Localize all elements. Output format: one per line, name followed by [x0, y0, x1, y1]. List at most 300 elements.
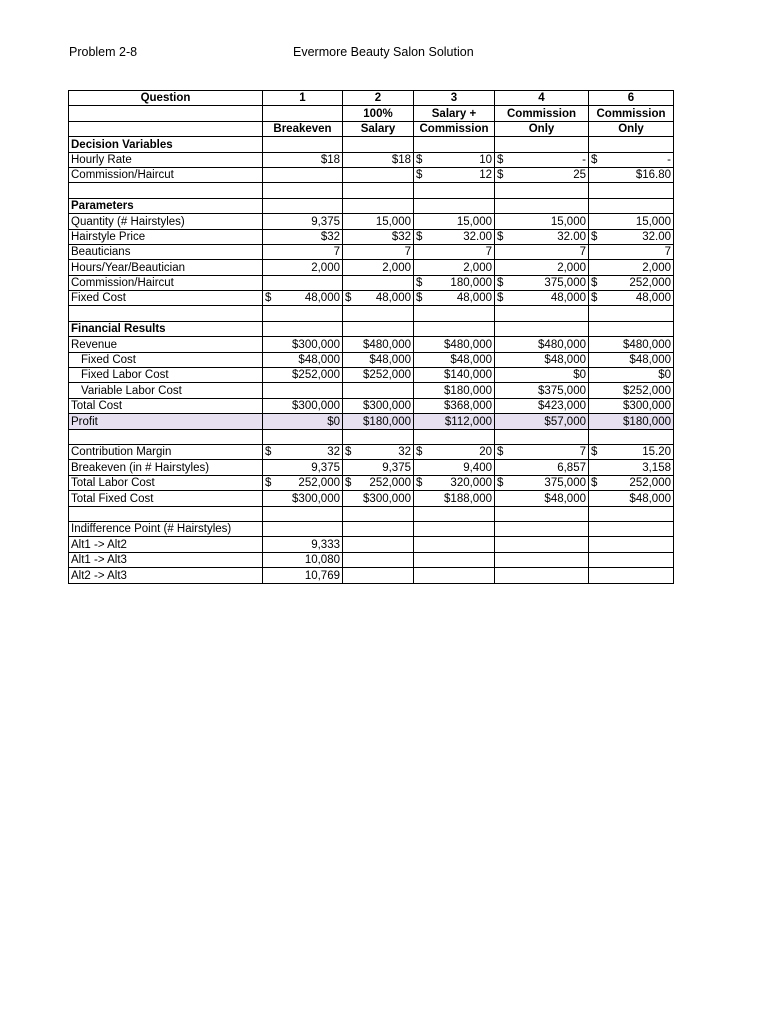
cell-value: $16.80: [635, 169, 671, 182]
cell-value: $140,000: [444, 369, 492, 382]
table-row: [69, 383, 674, 398]
value-cell: [263, 414, 343, 429]
cell-value: $0: [658, 369, 671, 382]
row-label: Total Cost: [69, 398, 263, 413]
section-heading: Decision Variables: [69, 137, 263, 152]
value-cell: [589, 152, 674, 167]
value-cell: [343, 275, 414, 290]
empty-cell: [495, 198, 589, 213]
value-cell: [495, 568, 589, 583]
table-row: [69, 352, 674, 367]
value-cell: [343, 260, 414, 275]
table-row: [69, 152, 674, 167]
column-title-line2: [263, 106, 343, 121]
cell-value: 320,000: [450, 477, 492, 490]
empty-cell: [589, 506, 674, 521]
cell-value: $48,000: [544, 492, 586, 505]
row-label: Hairstyle Price: [69, 229, 263, 244]
value-cell: [495, 368, 589, 383]
column-title-line3: Breakeven: [263, 121, 343, 136]
cell-value: 15,000: [375, 215, 411, 228]
row-label: Revenue: [69, 337, 263, 352]
value-cell: [589, 460, 674, 475]
section-row: [69, 198, 674, 213]
cell-value: 7: [485, 246, 492, 259]
table-row: [69, 260, 674, 275]
currency-symbol: $: [416, 277, 423, 290]
value-cell: [495, 521, 589, 536]
empty-cell: [589, 306, 674, 321]
value-cell: [495, 337, 589, 352]
value-cell: [263, 460, 343, 475]
cell-value: 2,000: [311, 261, 340, 274]
value-cell: [343, 244, 414, 259]
value-cell: [343, 568, 414, 583]
value-cell: [414, 552, 495, 567]
cell-value: 32.00: [463, 230, 492, 243]
value-cell: [263, 229, 343, 244]
row-label: Total Labor Cost: [69, 475, 263, 490]
solution-table: [68, 90, 674, 584]
value-cell: [343, 152, 414, 167]
currency-symbol: $: [265, 477, 272, 490]
cell-value: 48,000: [635, 292, 671, 305]
cell-value: $300,000: [363, 400, 411, 413]
value-cell: [343, 352, 414, 367]
cell-value: 7: [579, 446, 586, 459]
currency-symbol: $: [345, 446, 352, 459]
cell-value: $180,000: [623, 415, 671, 428]
cell-value: -: [582, 153, 586, 166]
value-cell: [343, 521, 414, 536]
value-cell: [589, 337, 674, 352]
empty-cell: [414, 137, 495, 152]
currency-symbol: $: [416, 230, 423, 243]
value-cell: [263, 244, 343, 259]
row-label: Fixed Labor Cost: [69, 368, 263, 383]
row-label: Profit: [69, 414, 263, 429]
cell-value: 48,000: [456, 292, 492, 305]
value-cell: [495, 167, 589, 182]
empty-cell: [69, 183, 263, 198]
currency-symbol: $: [497, 230, 504, 243]
cell-value: 2,000: [557, 261, 586, 274]
cell-value: 25: [573, 169, 586, 182]
currency-symbol: $: [497, 169, 504, 182]
cell-value: 10: [479, 153, 492, 166]
currency-symbol: $: [591, 153, 598, 166]
cell-value: $48,000: [450, 354, 492, 367]
value-cell: [495, 275, 589, 290]
empty-cell: [263, 183, 343, 198]
empty-cell: [495, 137, 589, 152]
empty-cell: [263, 429, 343, 444]
cell-value: 375,000: [544, 477, 586, 490]
table-row: [69, 167, 674, 182]
spacer-row: [69, 183, 674, 198]
value-cell: [414, 414, 495, 429]
row-label: Commission/Haircut: [69, 167, 263, 182]
currency-symbol: $: [497, 292, 504, 305]
value-cell: [263, 337, 343, 352]
value-cell: [589, 475, 674, 490]
empty-cell: [69, 106, 263, 121]
row-label: Total Fixed Cost: [69, 491, 263, 506]
value-cell: [263, 152, 343, 167]
value-cell: [495, 491, 589, 506]
column-number-header: 6: [589, 91, 674, 106]
value-cell: [589, 260, 674, 275]
row-label: Alt1 -> Alt2: [69, 537, 263, 552]
value-cell: [414, 521, 495, 536]
value-cell: [495, 214, 589, 229]
cell-value: 6,857: [557, 461, 586, 474]
column-title-line2: Commission: [495, 106, 589, 121]
value-cell: [495, 291, 589, 306]
value-cell: [263, 167, 343, 182]
empty-cell: [343, 506, 414, 521]
cell-value: 32: [398, 446, 411, 459]
value-cell: [589, 521, 674, 536]
empty-cell: [343, 137, 414, 152]
value-cell: [343, 229, 414, 244]
empty-cell: [343, 321, 414, 336]
row-label: Hours/Year/Beautician: [69, 260, 263, 275]
row-label: Quantity (# Hairstyles): [69, 214, 263, 229]
value-cell: [589, 537, 674, 552]
table-row: [69, 368, 674, 383]
cell-value: 7: [579, 246, 586, 259]
cell-value: 2,000: [382, 261, 411, 274]
cell-value: $480,000: [363, 338, 411, 351]
value-cell: [343, 414, 414, 429]
cell-value: $375,000: [538, 384, 586, 397]
row-label: Contribution Margin: [69, 444, 263, 459]
empty-cell: [343, 429, 414, 444]
value-cell: [263, 275, 343, 290]
cell-value: 12: [479, 169, 492, 182]
table-row: [69, 398, 674, 413]
header-row-line3: [69, 121, 674, 136]
empty-cell: [495, 306, 589, 321]
cell-value: $32: [391, 230, 411, 243]
value-cell: [343, 291, 414, 306]
row-label: Commission/Haircut: [69, 275, 263, 290]
value-cell: [414, 398, 495, 413]
empty-cell: [263, 506, 343, 521]
cell-value: $32: [320, 230, 340, 243]
currency-symbol: $: [591, 477, 598, 490]
value-cell: [589, 398, 674, 413]
table-row: [69, 291, 674, 306]
currency-symbol: $: [591, 446, 598, 459]
value-cell: [263, 383, 343, 398]
value-cell: [589, 552, 674, 567]
cell-value: 32: [327, 446, 340, 459]
value-cell: [589, 352, 674, 367]
value-cell: [263, 352, 343, 367]
empty-cell: [414, 321, 495, 336]
cell-value: $48,000: [369, 354, 411, 367]
cell-value: 15,000: [456, 215, 492, 228]
spacer-row: [69, 506, 674, 521]
value-cell: [263, 368, 343, 383]
value-cell: [343, 491, 414, 506]
column-title-line2: Commission: [589, 106, 674, 121]
row-label: Breakeven (in # Hairstyles): [69, 460, 263, 475]
value-cell: [414, 460, 495, 475]
cell-value: 2,000: [642, 261, 671, 274]
column-number-header: 1: [263, 91, 343, 106]
cell-value: 9,375: [311, 215, 340, 228]
table-row: [69, 537, 674, 552]
spacer-row: [69, 306, 674, 321]
value-cell: [414, 537, 495, 552]
value-cell: [495, 398, 589, 413]
empty-cell: [414, 198, 495, 213]
cell-value: $368,000: [444, 400, 492, 413]
cell-value: $18: [391, 153, 411, 166]
cell-value: 32.00: [557, 230, 586, 243]
value-cell: [589, 491, 674, 506]
spacer-row: [69, 429, 674, 444]
empty-cell: [495, 506, 589, 521]
empty-cell: [414, 183, 495, 198]
row-label: Hourly Rate: [69, 152, 263, 167]
value-cell: [343, 398, 414, 413]
value-cell: [414, 291, 495, 306]
value-cell: [343, 460, 414, 475]
cell-value: $423,000: [538, 400, 586, 413]
empty-cell: [414, 306, 495, 321]
row-label: Alt2 -> Alt3: [69, 568, 263, 583]
cell-value: 9,333: [311, 538, 340, 551]
cell-value: $480,000: [538, 338, 586, 351]
value-cell: [343, 475, 414, 490]
value-cell: [414, 275, 495, 290]
cell-value: $300,000: [623, 400, 671, 413]
value-cell: [263, 291, 343, 306]
empty-cell: [263, 321, 343, 336]
cell-value: -: [667, 153, 671, 166]
value-cell: [589, 229, 674, 244]
empty-cell: [589, 198, 674, 213]
value-cell: [495, 460, 589, 475]
cell-value: 48,000: [375, 292, 411, 305]
value-cell: [263, 491, 343, 506]
value-cell: [414, 214, 495, 229]
value-cell: [414, 368, 495, 383]
cell-value: $252,000: [292, 369, 340, 382]
value-cell: [589, 275, 674, 290]
currency-symbol: $: [416, 477, 423, 490]
cell-value: $48,000: [298, 354, 340, 367]
currency-symbol: $: [345, 477, 352, 490]
column-number-header: 4: [495, 91, 589, 106]
cell-value: 2,000: [463, 261, 492, 274]
problem-label: Problem 2-8: [69, 45, 138, 59]
column-title-line3: Only: [495, 121, 589, 136]
currency-symbol: $: [416, 446, 423, 459]
value-cell: [495, 414, 589, 429]
cell-value: 48,000: [304, 292, 340, 305]
value-cell: [589, 291, 674, 306]
empty-cell: [414, 429, 495, 444]
column-title-line3: Only: [589, 121, 674, 136]
table-row: [69, 460, 674, 475]
empty-cell: [263, 198, 343, 213]
value-cell: [495, 444, 589, 459]
empty-cell: [69, 306, 263, 321]
value-cell: [263, 475, 343, 490]
value-cell: [263, 568, 343, 583]
cell-value: 20: [479, 446, 492, 459]
currency-symbol: $: [416, 169, 423, 182]
cell-value: $48,000: [544, 354, 586, 367]
cell-value: 15,000: [635, 215, 671, 228]
cell-value: $300,000: [292, 400, 340, 413]
empty-cell: [495, 183, 589, 198]
section-heading: Financial Results: [69, 321, 263, 336]
cell-value: $48,000: [629, 492, 671, 505]
column-title-line3: Salary: [343, 121, 414, 136]
empty-cell: [69, 429, 263, 444]
cell-value: $180,000: [444, 384, 492, 397]
value-cell: [589, 214, 674, 229]
table-row: [69, 244, 674, 259]
value-cell: [263, 260, 343, 275]
currency-symbol: $: [416, 153, 423, 166]
cell-value: 7: [664, 246, 671, 259]
value-cell: [263, 521, 343, 536]
empty-cell: [69, 121, 263, 136]
value-cell: [495, 352, 589, 367]
value-cell: [343, 167, 414, 182]
cell-value: $300,000: [363, 492, 411, 505]
solution-table-body: [69, 91, 674, 584]
header-row-numbers: [69, 91, 674, 106]
section-heading: Parameters: [69, 198, 263, 213]
column-title-line2: 100%: [343, 106, 414, 121]
cell-value: $112,000: [444, 415, 492, 428]
value-cell: [414, 167, 495, 182]
cell-value: $300,000: [292, 338, 340, 351]
value-cell: [343, 214, 414, 229]
cell-value: $480,000: [623, 338, 671, 351]
cell-value: 252,000: [629, 277, 671, 290]
cell-value: $18: [320, 153, 340, 166]
cell-value: 252,000: [629, 477, 671, 490]
value-cell: [414, 337, 495, 352]
value-cell: [495, 475, 589, 490]
cell-value: 15.20: [642, 446, 671, 459]
cell-value: $252,000: [363, 369, 411, 382]
cell-value: $180,000: [363, 415, 411, 428]
column-title-line3: Commission: [414, 121, 495, 136]
value-cell: [414, 383, 495, 398]
empty-cell: [589, 429, 674, 444]
value-cell: [343, 552, 414, 567]
value-cell: [414, 568, 495, 583]
currency-symbol: $: [497, 153, 504, 166]
empty-cell: [343, 306, 414, 321]
cell-value: $252,000: [623, 384, 671, 397]
cell-value: 3,158: [642, 461, 671, 474]
cell-value: 252,000: [298, 477, 340, 490]
document-title: Evermore Beauty Salon Solution: [293, 45, 474, 59]
cell-value: $300,000: [292, 492, 340, 505]
value-cell: [495, 537, 589, 552]
row-label: Fixed Cost: [69, 352, 263, 367]
row-label: Fixed Cost: [69, 291, 263, 306]
value-cell: [414, 352, 495, 367]
column-number-header: 3: [414, 91, 495, 106]
value-cell: [414, 444, 495, 459]
value-cell: [263, 444, 343, 459]
empty-cell: [343, 198, 414, 213]
table-row: [69, 521, 674, 536]
empty-cell: [263, 137, 343, 152]
value-cell: [589, 383, 674, 398]
value-cell: [414, 244, 495, 259]
table-row: [69, 491, 674, 506]
empty-cell: [414, 506, 495, 521]
value-cell: [343, 368, 414, 383]
empty-cell: [263, 306, 343, 321]
value-cell: [414, 260, 495, 275]
value-cell: [589, 244, 674, 259]
value-cell: [263, 537, 343, 552]
empty-cell: [589, 321, 674, 336]
value-cell: [263, 214, 343, 229]
currency-symbol: $: [345, 292, 352, 305]
value-cell: [495, 152, 589, 167]
table-row: [69, 337, 674, 352]
empty-cell: [69, 506, 263, 521]
cell-value: 9,400: [463, 461, 492, 474]
value-cell: [343, 444, 414, 459]
value-cell: [589, 368, 674, 383]
question-header: Question: [69, 91, 263, 106]
value-cell: [343, 537, 414, 552]
value-cell: [263, 398, 343, 413]
profit-row: [69, 414, 674, 429]
cell-value: 375,000: [544, 277, 586, 290]
table-row: [69, 275, 674, 290]
currency-symbol: $: [591, 277, 598, 290]
value-cell: [414, 152, 495, 167]
value-cell: [343, 383, 414, 398]
cell-value: 32.00: [642, 230, 671, 243]
currency-symbol: $: [591, 292, 598, 305]
currency-symbol: $: [497, 277, 504, 290]
value-cell: [414, 475, 495, 490]
value-cell: [495, 244, 589, 259]
currency-symbol: $: [497, 477, 504, 490]
table-row: [69, 229, 674, 244]
cell-value: 10,080: [304, 554, 340, 567]
table-row: [69, 444, 674, 459]
header-row-line2: [69, 106, 674, 121]
row-label: Alt1 -> Alt3: [69, 552, 263, 567]
section-row: [69, 321, 674, 336]
currency-symbol: $: [265, 292, 272, 305]
cell-value: 7: [404, 246, 411, 259]
cell-value: $48,000: [629, 354, 671, 367]
currency-symbol: $: [591, 230, 598, 243]
cell-value: $188,000: [444, 492, 492, 505]
value-cell: [589, 167, 674, 182]
